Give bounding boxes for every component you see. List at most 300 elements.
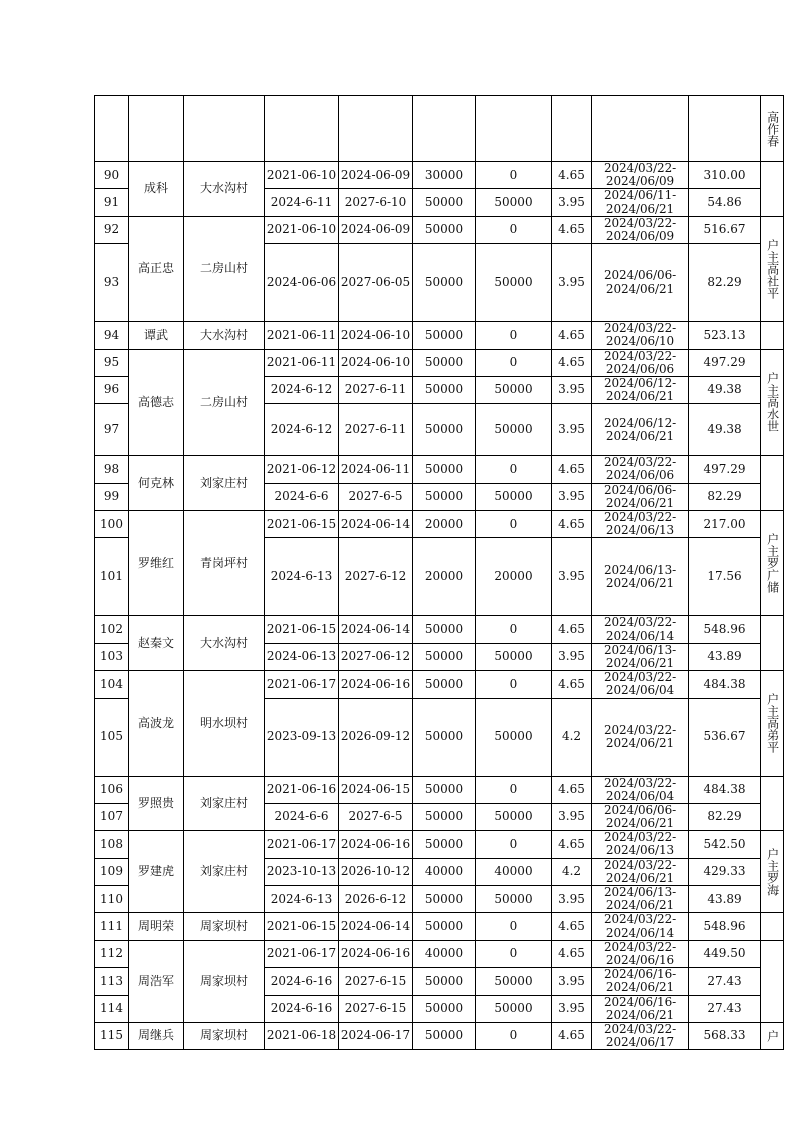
loan-end-date: 2027-6-15 <box>339 995 413 1022</box>
row-number: 113 <box>95 968 129 995</box>
borrower-name: 罗照贵 <box>129 776 184 831</box>
table-row <box>95 456 784 483</box>
table-row <box>95 616 784 643</box>
loan-balance: 0 <box>476 776 552 803</box>
loan-end-date: 2024-06-14 <box>339 616 413 643</box>
interest-rate: 4.65 <box>552 322 592 349</box>
remark-cell <box>761 349 784 456</box>
borrower-name: 周浩军 <box>129 940 184 1022</box>
loan-amount: 50000 <box>413 968 476 995</box>
loan-start-date: 2024-6-16 <box>265 968 339 995</box>
interest-rate: 4.65 <box>552 831 592 858</box>
row-number: 112 <box>95 940 129 967</box>
row-number: 92 <box>95 216 129 243</box>
loan-end-date: 2024-06-16 <box>339 940 413 967</box>
interest-amount: 27.43 <box>689 968 761 995</box>
table-row <box>95 831 784 858</box>
interest-amount: 449.50 <box>689 940 761 967</box>
remark-char: 户 <box>765 238 780 251</box>
remark-char: 社 <box>765 274 780 287</box>
loan-end-date: 2026-09-12 <box>339 698 413 776</box>
interest-amount: 82.29 <box>689 244 761 322</box>
borrower-name: 何克林 <box>129 456 184 511</box>
borrower-name: 罗建虎 <box>129 831 184 913</box>
interest-rate: 4.65 <box>552 1022 592 1049</box>
row-number: 105 <box>95 698 129 776</box>
interest-rate: 4.65 <box>552 671 592 698</box>
interest-period: 2024/03/22-2024/06/06 <box>592 456 689 483</box>
village-name: 周家坝村 <box>184 1022 265 1049</box>
village-name: 周家坝村 <box>184 913 265 940</box>
interest-amount: 49.38 <box>689 376 761 403</box>
borrower-name: 周明荣 <box>129 913 184 940</box>
row-number: 109 <box>95 858 129 885</box>
loan-end-date: 2027-6-15 <box>339 968 413 995</box>
remark-char: 高 <box>765 717 780 730</box>
loan-end-date: 2026-10-12 <box>339 858 413 885</box>
loan-start-date: 2021-06-12 <box>265 456 339 483</box>
village-name: 明水坝村 <box>184 671 265 776</box>
loan-amount: 50000 <box>413 244 476 322</box>
loan-end-date: 2027-6-5 <box>339 803 413 830</box>
village-name: 二房山村 <box>184 216 265 321</box>
loan-amount: 50000 <box>413 831 476 858</box>
interest-period: 2024/03/22-2024/06/10 <box>592 322 689 349</box>
loan-amount: 50000 <box>413 404 476 456</box>
table-row <box>95 162 784 189</box>
interest-amount: 497.29 <box>689 349 761 376</box>
interest-amount: 43.89 <box>689 643 761 670</box>
remark-cell <box>761 940 784 1022</box>
interest-period: 2024/03/22-2024/06/09 <box>592 162 689 189</box>
loan-end-date: 2027-6-12 <box>339 538 413 616</box>
loan-start-date: 2024-06-06 <box>265 244 339 322</box>
remark-cell <box>761 671 784 776</box>
interest-period: 2024/06/12-2024/06/21 <box>592 376 689 403</box>
loan-end-date: 2024-06-15 <box>339 776 413 803</box>
loan-end-date: 2024-06-16 <box>339 671 413 698</box>
top-cell <box>339 96 413 162</box>
loan-amount: 50000 <box>413 456 476 483</box>
interest-rate: 3.95 <box>552 995 592 1022</box>
remark-cell <box>761 322 784 349</box>
interest-rate: 4.65 <box>552 913 592 940</box>
loan-amount: 50000 <box>413 913 476 940</box>
remark-cell <box>761 456 784 511</box>
loan-balance: 0 <box>476 913 552 940</box>
loan-balance: 50000 <box>476 698 552 776</box>
top-cell <box>95 96 129 162</box>
top-cell <box>592 96 689 162</box>
remark-cell <box>761 776 784 831</box>
row-number: 101 <box>95 538 129 616</box>
top-cell <box>689 96 761 162</box>
loan-balance: 50000 <box>476 968 552 995</box>
loan-balance: 0 <box>476 1022 552 1049</box>
remark-char: 海 <box>765 883 780 896</box>
borrower-name: 罗维红 <box>129 511 184 616</box>
interest-amount: 82.29 <box>689 483 761 510</box>
interest-period: 2024/03/22-2024/06/16 <box>592 940 689 967</box>
remark-char: 平 <box>765 286 780 299</box>
loan-amount: 50000 <box>413 776 476 803</box>
remark-cell <box>761 913 784 940</box>
loan-balance: 20000 <box>476 538 552 616</box>
interest-amount: 17.56 <box>689 538 761 616</box>
loan-end-date: 2024-06-14 <box>339 511 413 538</box>
loan-ledger-table <box>94 95 784 1050</box>
loan-amount: 20000 <box>413 538 476 616</box>
interest-rate: 4.65 <box>552 349 592 376</box>
interest-period: 2024/03/22-2024/06/14 <box>592 913 689 940</box>
loan-amount: 50000 <box>413 995 476 1022</box>
row-number: 100 <box>95 511 129 538</box>
loan-start-date: 2021-06-17 <box>265 671 339 698</box>
loan-start-date: 2021-06-15 <box>265 511 339 538</box>
interest-period: 2024/03/22-2024/06/13 <box>592 511 689 538</box>
interest-rate: 3.95 <box>552 538 592 616</box>
row-number: 90 <box>95 162 129 189</box>
loan-end-date: 2024-06-09 <box>339 216 413 243</box>
interest-rate: 3.95 <box>552 803 592 830</box>
loan-balance: 0 <box>476 616 552 643</box>
row-number: 110 <box>95 886 129 913</box>
loan-amount: 50000 <box>413 216 476 243</box>
loan-start-date: 2021-06-17 <box>265 831 339 858</box>
loan-start-date: 2024-6-11 <box>265 189 339 216</box>
interest-amount: 484.38 <box>689 671 761 698</box>
top-remark-cell <box>761 96 784 162</box>
interest-amount: 516.67 <box>689 216 761 243</box>
loan-end-date: 2024-06-14 <box>339 913 413 940</box>
loan-start-date: 2021-06-10 <box>265 162 339 189</box>
interest-rate: 3.95 <box>552 189 592 216</box>
remark-cell <box>761 162 784 217</box>
loan-start-date: 2021-06-18 <box>265 1022 339 1049</box>
loan-end-date: 2024-06-11 <box>339 456 413 483</box>
interest-period: 2024/06/12-2024/06/21 <box>592 404 689 456</box>
interest-period: 2024/06/06-2024/06/21 <box>592 244 689 322</box>
loan-end-date: 2026-6-12 <box>339 886 413 913</box>
loan-end-date: 2027-6-11 <box>339 404 413 456</box>
loan-amount: 20000 <box>413 511 476 538</box>
interest-rate: 4.65 <box>552 456 592 483</box>
interest-amount: 217.00 <box>689 511 761 538</box>
loan-start-date: 2024-6-16 <box>265 995 339 1022</box>
loan-start-date: 2021-06-17 <box>265 940 339 967</box>
row-number: 96 <box>95 376 129 403</box>
interest-period: 2024/06/16-2024/06/21 <box>592 995 689 1022</box>
loan-balance: 0 <box>476 511 552 538</box>
loan-end-date: 2027-06-12 <box>339 643 413 670</box>
borrower-name: 高德志 <box>129 349 184 456</box>
borrower-name: 成科 <box>129 162 184 217</box>
interest-period: 2024/06/13-2024/06/21 <box>592 886 689 913</box>
loan-balance: 0 <box>476 162 552 189</box>
remark-cell <box>761 616 784 671</box>
interest-amount: 542.50 <box>689 831 761 858</box>
interest-rate: 3.95 <box>552 886 592 913</box>
table-row <box>95 1022 784 1049</box>
table-top-row <box>95 96 784 162</box>
loan-start-date: 2021-06-16 <box>265 776 339 803</box>
loan-amount: 50000 <box>413 483 476 510</box>
interest-amount: 548.96 <box>689 616 761 643</box>
borrower-name: 高波龙 <box>129 671 184 776</box>
interest-rate: 3.95 <box>552 643 592 670</box>
loan-balance: 0 <box>476 671 552 698</box>
remark-char: 主 <box>765 384 780 397</box>
remark-char: 储 <box>765 581 780 594</box>
interest-rate: 4.65 <box>552 940 592 967</box>
interest-period: 2024/06/16-2024/06/21 <box>592 968 689 995</box>
top-cell <box>552 96 592 162</box>
interest-amount: 536.67 <box>689 698 761 776</box>
row-number: 97 <box>95 404 129 456</box>
loan-start-date: 2024-6-13 <box>265 886 339 913</box>
loan-end-date: 2027-6-5 <box>339 483 413 510</box>
remark-char: 平 <box>765 741 780 754</box>
loan-balance: 0 <box>476 831 552 858</box>
loan-amount: 50000 <box>413 616 476 643</box>
interest-rate: 3.95 <box>552 483 592 510</box>
loan-balance: 50000 <box>476 886 552 913</box>
loan-balance: 50000 <box>476 189 552 216</box>
loan-amount: 50000 <box>413 189 476 216</box>
loan-start-date: 2023-10-13 <box>265 858 339 885</box>
remark-char: 户 <box>765 372 780 385</box>
remark-char: 户 <box>765 847 780 860</box>
interest-rate: 4.2 <box>552 858 592 885</box>
loan-balance: 50000 <box>476 483 552 510</box>
remark-cell <box>761 511 784 616</box>
loan-amount: 40000 <box>413 940 476 967</box>
remark-char: 罗 <box>765 557 780 570</box>
interest-amount: 497.29 <box>689 456 761 483</box>
interest-amount: 310.00 <box>689 162 761 189</box>
interest-amount: 429.33 <box>689 858 761 885</box>
loan-balance: 50000 <box>476 376 552 403</box>
borrower-name: 高正忠 <box>129 216 184 321</box>
table-row <box>95 913 784 940</box>
ledger-body <box>95 96 784 1050</box>
row-number: 102 <box>95 616 129 643</box>
loan-start-date: 2023-09-13 <box>265 698 339 776</box>
interest-amount: 568.33 <box>689 1022 761 1049</box>
loan-balance: 40000 <box>476 858 552 885</box>
village-name: 周家坝村 <box>184 940 265 1022</box>
loan-end-date: 2024-06-10 <box>339 322 413 349</box>
remark-cell <box>761 1022 784 1049</box>
table-row <box>95 322 784 349</box>
loan-start-date: 2024-6-6 <box>265 803 339 830</box>
row-number: 111 <box>95 913 129 940</box>
table-row <box>95 940 784 967</box>
loan-balance: 0 <box>476 940 552 967</box>
interest-amount: 82.29 <box>689 803 761 830</box>
top-cell <box>413 96 476 162</box>
village-name: 刘家庄村 <box>184 456 265 511</box>
table-row <box>95 349 784 376</box>
loan-amount: 50000 <box>413 322 476 349</box>
remark-char: 春 <box>765 134 780 147</box>
loan-end-date: 2024-06-09 <box>339 162 413 189</box>
loan-amount: 50000 <box>413 1022 476 1049</box>
remark-char: 主 <box>765 859 780 872</box>
loan-start-date: 2024-6-12 <box>265 404 339 456</box>
interest-amount: 484.38 <box>689 776 761 803</box>
top-cell <box>129 96 184 162</box>
loan-amount: 40000 <box>413 858 476 885</box>
remark-char: 高 <box>765 110 780 123</box>
interest-period: 2024/06/11-2024/06/21 <box>592 189 689 216</box>
loan-end-date: 2024-06-16 <box>339 831 413 858</box>
loan-end-date: 2024-06-10 <box>339 349 413 376</box>
row-number: 98 <box>95 456 129 483</box>
interest-period: 2024/06/13-2024/06/21 <box>592 538 689 616</box>
interest-rate: 4.65 <box>552 616 592 643</box>
interest-amount: 523.13 <box>689 322 761 349</box>
loan-start-date: 2024-06-13 <box>265 643 339 670</box>
loan-balance: 50000 <box>476 643 552 670</box>
row-number: 106 <box>95 776 129 803</box>
interest-rate: 4.65 <box>552 511 592 538</box>
remark-char: 主 <box>765 705 780 718</box>
village-name: 大水沟村 <box>184 322 265 349</box>
loan-balance: 50000 <box>476 803 552 830</box>
table-row <box>95 671 784 698</box>
interest-amount: 43.89 <box>689 886 761 913</box>
remark-char: 户 <box>765 693 780 706</box>
loan-amount: 50000 <box>413 376 476 403</box>
top-cell <box>476 96 552 162</box>
village-name: 大水沟村 <box>184 162 265 217</box>
interest-rate: 4.65 <box>552 162 592 189</box>
loan-amount: 50000 <box>413 886 476 913</box>
borrower-name: 周继兵 <box>129 1022 184 1049</box>
interest-period: 2024/03/22-2024/06/17 <box>592 1022 689 1049</box>
loan-end-date: 2024-06-17 <box>339 1022 413 1049</box>
village-name: 大水沟村 <box>184 616 265 671</box>
row-number: 115 <box>95 1022 129 1049</box>
interest-rate: 3.95 <box>552 404 592 456</box>
interest-period: 2024/03/22-2024/06/04 <box>592 776 689 803</box>
interest-rate: 4.65 <box>552 216 592 243</box>
remark-char: 世 <box>765 420 780 433</box>
loan-amount: 50000 <box>413 803 476 830</box>
loan-amount: 50000 <box>413 643 476 670</box>
loan-start-date: 2024-6-12 <box>265 376 339 403</box>
remark-char: 主 <box>765 545 780 558</box>
interest-amount: 49.38 <box>689 404 761 456</box>
interest-amount: 54.86 <box>689 189 761 216</box>
village-name: 二房山村 <box>184 349 265 456</box>
loan-end-date: 2027-06-05 <box>339 244 413 322</box>
row-number: 99 <box>95 483 129 510</box>
row-number: 103 <box>95 643 129 670</box>
loan-end-date: 2027-6-10 <box>339 189 413 216</box>
remark-char: 户 <box>765 533 780 546</box>
loan-start-date: 2024-6-6 <box>265 483 339 510</box>
table-row <box>95 216 784 243</box>
remark-char: 高 <box>765 262 780 275</box>
interest-rate: 4.65 <box>552 776 592 803</box>
row-number: 93 <box>95 244 129 322</box>
remark-char: 罗 <box>765 871 780 884</box>
village-name: 刘家庄村 <box>184 831 265 913</box>
interest-period: 2024/03/22-2024/06/21 <box>592 698 689 776</box>
interest-period: 2024/06/06-2024/06/21 <box>592 803 689 830</box>
remark-char: 高 <box>765 396 780 409</box>
interest-period: 2024/06/06-2024/06/21 <box>592 483 689 510</box>
interest-period: 2024/03/22-2024/06/06 <box>592 349 689 376</box>
row-number: 108 <box>95 831 129 858</box>
interest-rate: 3.95 <box>552 244 592 322</box>
loan-amount: 50000 <box>413 349 476 376</box>
row-number: 104 <box>95 671 129 698</box>
village-name: 青岗坪村 <box>184 511 265 616</box>
table-row <box>95 776 784 803</box>
borrower-name: 谭武 <box>129 322 184 349</box>
top-cell <box>184 96 265 162</box>
remark-char: 作 <box>765 122 780 135</box>
interest-period: 2024/03/22-2024/06/13 <box>592 831 689 858</box>
loan-start-date: 2021-06-11 <box>265 349 339 376</box>
row-number: 95 <box>95 349 129 376</box>
loan-start-date: 2021-06-11 <box>265 322 339 349</box>
row-number: 114 <box>95 995 129 1022</box>
top-cell <box>265 96 339 162</box>
interest-rate: 3.95 <box>552 376 592 403</box>
loan-balance: 50000 <box>476 244 552 322</box>
row-number: 94 <box>95 322 129 349</box>
remark-char: 弟 <box>765 729 780 742</box>
interest-amount: 548.96 <box>689 913 761 940</box>
village-name: 刘家庄村 <box>184 776 265 831</box>
interest-rate: 3.95 <box>552 968 592 995</box>
interest-period: 2024/03/22-2024/06/21 <box>592 858 689 885</box>
loan-amount: 50000 <box>413 698 476 776</box>
loan-balance: 0 <box>476 322 552 349</box>
loan-amount: 50000 <box>413 671 476 698</box>
loan-amount: 30000 <box>413 162 476 189</box>
remark-cell <box>761 831 784 913</box>
interest-period: 2024/03/22-2024/06/14 <box>592 616 689 643</box>
loan-balance: 0 <box>476 216 552 243</box>
remark-char: 广 <box>765 569 780 582</box>
remark-char: 主 <box>765 250 780 263</box>
remark-cell <box>761 216 784 321</box>
loan-start-date: 2021-06-15 <box>265 616 339 643</box>
loan-start-date: 2021-06-10 <box>265 216 339 243</box>
row-number: 107 <box>95 803 129 830</box>
interest-period: 2024/03/22-2024/06/09 <box>592 216 689 243</box>
interest-period: 2024/03/22-2024/06/04 <box>592 671 689 698</box>
borrower-name: 赵秦文 <box>129 616 184 671</box>
loan-balance: 0 <box>476 349 552 376</box>
loan-start-date: 2021-06-15 <box>265 913 339 940</box>
loan-balance: 50000 <box>476 404 552 456</box>
loan-balance: 0 <box>476 456 552 483</box>
interest-period: 2024/06/13-2024/06/21 <box>592 643 689 670</box>
loan-start-date: 2024-6-13 <box>265 538 339 616</box>
loan-balance: 50000 <box>476 995 552 1022</box>
loan-end-date: 2027-6-11 <box>339 376 413 403</box>
interest-rate: 4.2 <box>552 698 592 776</box>
remark-char: 户 <box>765 1030 780 1043</box>
interest-amount: 27.43 <box>689 995 761 1022</box>
table-row <box>95 511 784 538</box>
